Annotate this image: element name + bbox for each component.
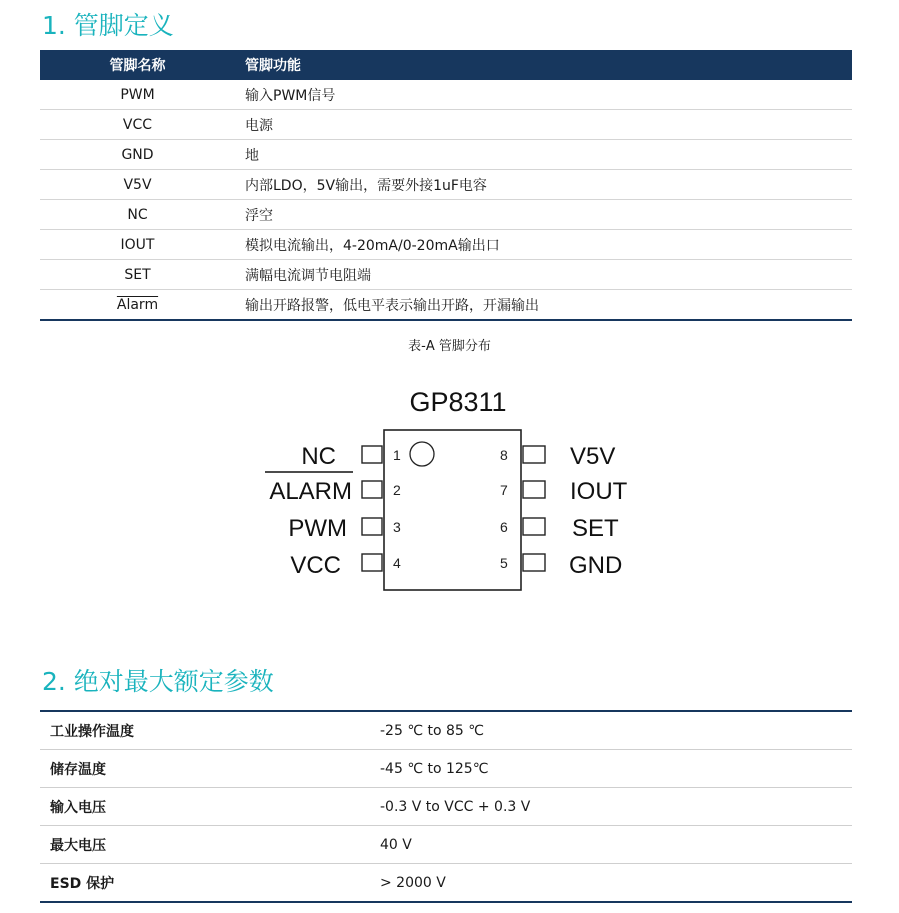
rating-param: 储存温度	[40, 750, 380, 788]
pin-function-cell: 输入PWM信号	[235, 80, 852, 110]
pin-pad-8	[523, 446, 545, 463]
pin-name-cell: PWM	[40, 80, 235, 110]
pin-number-4: 4	[393, 555, 401, 571]
pin-pad-3	[362, 518, 382, 535]
table-row	[40, 260, 852, 290]
pin-name-cell: IOUT	[40, 230, 235, 260]
pin-label-alarm: ALARM	[269, 478, 352, 505]
table-row	[40, 750, 852, 788]
section-title-max-ratings: 2. 绝对最大额定参数	[42, 667, 274, 696]
rating-param: 最大电压	[40, 826, 380, 864]
table-row	[40, 230, 852, 260]
rating-value: > 2000 V	[380, 864, 852, 903]
table-row	[40, 711, 852, 750]
pin-name-cell: NC	[40, 200, 235, 230]
table-row	[40, 170, 852, 200]
pin-number-2: 2	[393, 482, 401, 498]
section-title-pin-definition: 1. 管脚定义	[42, 11, 174, 40]
rating-param: ESD 保护	[40, 864, 380, 903]
pin-pad-7	[523, 481, 545, 498]
table-row	[40, 110, 852, 140]
table-row	[40, 826, 852, 864]
table-row	[40, 864, 852, 903]
pin-name-cell: VCC	[40, 110, 235, 140]
pin-pad-5	[523, 554, 545, 571]
chip-name: GP8311	[409, 387, 507, 417]
pin-function-cell: 地	[235, 140, 852, 170]
pin-function-cell: 电源	[235, 110, 852, 140]
pin-number-3: 3	[393, 519, 401, 535]
pin-pad-1	[362, 446, 382, 463]
header-pin-name: 管脚名称	[40, 50, 235, 80]
table-row	[40, 788, 852, 826]
rating-param: 工业操作温度	[40, 711, 380, 750]
pin-pad-4	[362, 554, 382, 571]
pin-label-set: SET	[572, 515, 619, 542]
pin-name-cell: GND	[40, 140, 235, 170]
rating-param: 输入电压	[40, 788, 380, 826]
pin-function-cell: 满幅电流调节电阻端	[235, 260, 852, 290]
pin-function-cell: 浮空	[235, 200, 852, 230]
table-row	[40, 140, 852, 170]
rating-value: 40 V	[380, 826, 852, 864]
pin-function-cell: 模拟电流输出，4-20mA/0-20mA输出口	[235, 230, 852, 260]
table-row	[40, 80, 852, 110]
pin-label-gnd: GND	[569, 552, 623, 579]
header-pin-function: 管脚功能	[235, 50, 852, 80]
pin-pad-6	[523, 518, 545, 535]
pin-number-5: 5	[500, 555, 508, 571]
table-row	[40, 290, 852, 321]
pin-pad-2	[362, 481, 382, 498]
pin-number-8: 8	[500, 447, 508, 463]
pin-label-iout: IOUT	[570, 478, 628, 505]
pin-name-cell: SET	[40, 260, 235, 290]
pin-label-nc: NC	[301, 443, 336, 470]
rating-value: -45 ℃ to 125℃	[380, 750, 852, 788]
pin-name-cell	[40, 290, 235, 321]
pin-label-vcc: VCC	[290, 552, 341, 579]
pin-label-v5v: V5V	[570, 443, 616, 470]
pin-name-cell: V5V	[40, 170, 235, 200]
table-header-row	[40, 50, 852, 80]
pin-function-cell: 内部LDO，5V输出，需要外接1uF电容	[235, 170, 852, 200]
rating-value: -25 ℃ to 85 ℃	[380, 711, 852, 750]
pin-definition-table	[40, 50, 852, 321]
pin-diagram	[0, 380, 899, 610]
pin-label-pwm: PWM	[288, 515, 347, 542]
table-caption: 表-A 管脚分布	[408, 339, 491, 354]
table-row	[40, 200, 852, 230]
max-ratings-table	[40, 710, 852, 903]
alarm-pin-name: Alarm	[116, 296, 159, 313]
pin-number-6: 6	[500, 519, 508, 535]
pin-number-1: 1	[393, 447, 401, 463]
pin-function-cell: 输出开路报警，低电平表示输出开路，开漏输出	[235, 290, 852, 321]
pin-number-7: 7	[500, 482, 508, 498]
rating-value: -0.3 V to VCC + 0.3 V	[380, 788, 852, 826]
